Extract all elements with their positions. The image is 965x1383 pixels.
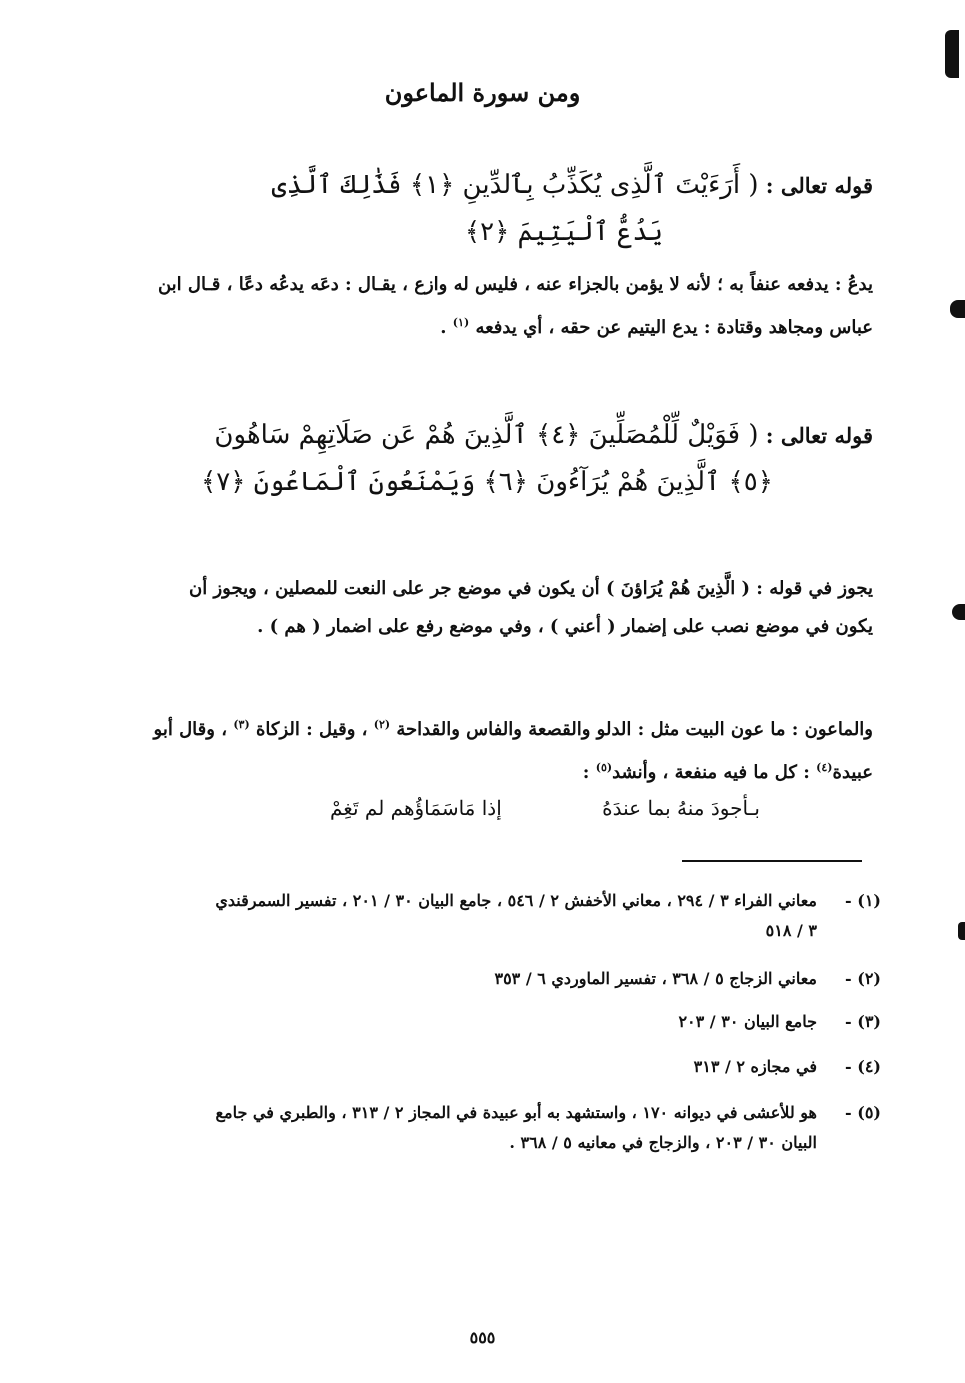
para-text: والماعون : ما عون البيت مثل : الدلو والقصعة والفاس والقداحة <box>396 719 873 740</box>
para-text: عباس ومجاهد وقتادة : يدع اليتيم عن حقه ، أي يدفعه <box>475 317 873 338</box>
footnote-1 <box>100 886 881 946</box>
verse-text: ﴿٥﴾ ٱلَّذِينَ هُمْ يُرَآءُونَ ﴿٦﴾ وَيَمْنَعُونَ ٱلْمَاعُونَ ﴿٧﴾ <box>201 467 773 497</box>
footnote-4 <box>100 1052 881 1082</box>
para-text: . <box>440 317 447 338</box>
para-text: ، وقيل : الزكاة <box>255 719 368 740</box>
verse-text: ( فَوَيْلٌ لِّلْمُصَلِّينَ ﴿٤﴾ ٱلَّذِينَ هُمْ عَن صَلَاتِهِمْ سَاهُونَ <box>214 420 759 450</box>
footnote-3 <box>100 1007 881 1037</box>
footnote-2 <box>100 964 881 994</box>
verse-lead: قوله تعالى : <box>765 423 873 448</box>
footnote-text: معاني الزجاج ٥ / ٣٦٨ ، تفسير الماوردي ٦ / ٣٥٣ <box>494 969 817 988</box>
para-line: يجوز في قوله : ( الَّذِينَ هُمْ يُرَاؤنَ ) أن يكون في موضع جر على النعت للمصلين ، ويجوز أن <box>188 578 873 599</box>
footnote-number: (٥) - <box>845 1103 881 1122</box>
para-text: عبيدة <box>832 762 873 783</box>
footnote-number: (١) - <box>845 891 881 910</box>
page-edge-mark <box>945 30 959 78</box>
footnote-continuation: البيان ٣٠ / ٢٠٣ ، والزجاج في معانيه ٥ / ٣٦٨ . <box>509 1133 817 1152</box>
para-text: : <box>582 762 590 783</box>
para-text: : كل ما فيه منفعة ، وأنشد <box>612 762 810 783</box>
poetry-verse <box>330 796 760 820</box>
footnote-ref: (٢) <box>373 718 391 731</box>
footnote-continuation: ٣ / ٥١٨ <box>765 921 817 940</box>
footnote-ref: (٥) <box>595 761 613 774</box>
page-edge-mark <box>958 922 965 940</box>
footnote-number: (٢) - <box>845 969 881 988</box>
footnote-text: جامع البيان ٣٠ / ٢٠٣ <box>678 1012 817 1031</box>
page-edge-mark <box>950 300 965 318</box>
verse-text: ( أَرَءَيْتَ ٱلَّذِى يُكَذِّبُ بِٱلدِّينِ ﴿١﴾ فَذَٰلِكَ ٱلَّذِى <box>271 170 759 200</box>
para-line: يدعُ : يدفعه عنفاً به ؛ لأنه لا يؤمن بالجزاء عنه ، فليس له وازع ، يقـال : دعَه يدعُه دعًا ، قـال ابن <box>157 274 873 295</box>
commentary-paragraph <box>82 266 873 347</box>
verse-block-2 <box>80 412 873 506</box>
surah-title: ومن سورة الماعون <box>384 78 581 107</box>
maun-paragraph <box>82 706 873 792</box>
verse-line <box>80 162 873 209</box>
grammar-paragraph <box>82 570 873 646</box>
verse-text: يَدُعُّ ٱلْيَتِيمَ ﴿٢﴾ <box>464 217 663 247</box>
verse-line <box>80 412 873 459</box>
footnote-separator <box>682 860 862 862</box>
footnote-text: هو للأعشى في ديوانه ١٧٠ ، واستشهد به أبو عبيدة في المجاز ٢ / ٣١٣ ، والطبري في جامع <box>215 1103 817 1122</box>
footnote-number: (٤) - <box>845 1057 881 1076</box>
para-text: ، وقال أبو <box>153 719 228 740</box>
verse-block-1 <box>80 162 873 256</box>
verse-lead: قوله تعالى : <box>765 173 873 198</box>
verse-line <box>80 209 663 256</box>
para-line: يكون في موضع نصب على إضمار ( أعني ) ، وفي موضع رفع على اضمار ( هم ) . <box>257 616 873 637</box>
para-line <box>82 706 873 749</box>
footnote-5 <box>140 1098 881 1158</box>
footnote-text: في مجازه ٢ / ٣١٣ <box>693 1057 817 1076</box>
footnote-ref: (٣) <box>233 718 250 731</box>
footnote-number: (٣) - <box>845 1012 881 1031</box>
poem-hemistich-right: بـأجودَ منهُ بما عندَهُ <box>602 796 760 820</box>
verse-line <box>80 459 773 506</box>
poem-hemistich-left: إذا مَاسَمَاؤُهم لم تَغِمْ <box>330 796 502 820</box>
footnote-ref: (١) <box>452 316 470 329</box>
para-line <box>82 304 873 347</box>
para-line <box>82 749 873 792</box>
page-edge-mark <box>952 604 965 620</box>
page-number: ٥٥٥ <box>469 1328 496 1347</box>
footnote-ref: (٤) <box>816 761 833 774</box>
footnote-text: معاني الفراء ٣ / ٢٩٤ ، معاني الأخفش ٢ / ٥٤٦ ، جامع البيان ٣٠ / ٢٠١ ، تفسير السمرقندي <box>215 891 817 910</box>
